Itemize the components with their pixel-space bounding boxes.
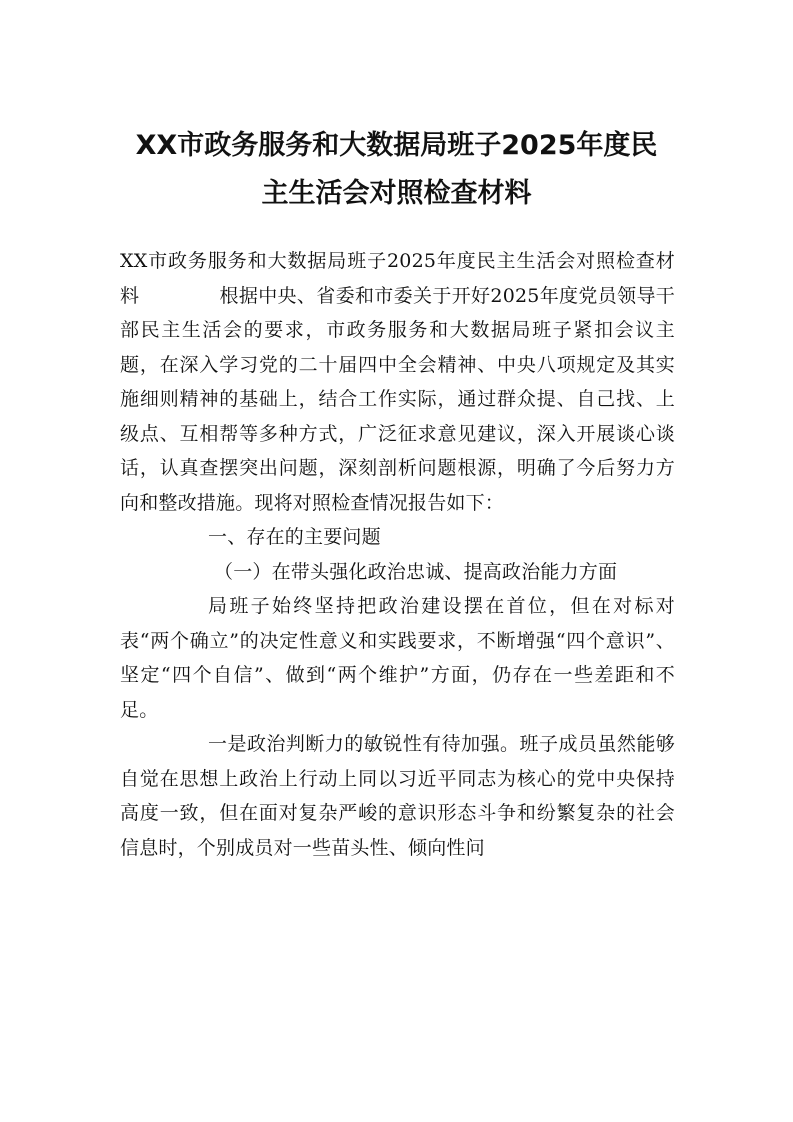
intro-lead: XX市政务服务和大数据局班子2025年度民主生活会对照检查材料 [120,250,675,307]
document-body [120,244,675,865]
intro-body: 根据中央、省委和市委关于开好2025年度党员领导干部民主生活会的要求，市政务服务和大数据局班子紧扣会议主题，在深入学习党的二十届四中全会精神、中央八项规定及其实施细则精神的基础上，结合工作实际，通过群众提、自己找、上级点、互相帮等多种方式，广泛征求意见建议，深入开展谈心谈话，认真查摆突出问题，深刻剖析问题根源，明确了今后努力方向和整改措施。现将对照检查情况报告如下： [120,284,676,514]
body-paragraph-2: 一是政治判断力的敏锐性有待加强。班子成员虽然能够自觉在思想上政治上行动上同以习近平同志为核心的党中央保持高度一致，但在面对复杂严峻的意识形态斗争和纷繁复杂的社会信息时，个别成员对一些苗头性、倾向性问 [120,733,675,859]
section-heading-1: 一、存在的主要问题 [208,526,381,548]
body-paragraph-1: 局班子始终坚持把政治建设摆在首位，但在对标对表“两个确立”的决定性意义和实践要求，不断增强“四个意识”、坚定“四个自信”、做到“两个维护”方面，仍存在一些差距和不足。 [120,595,675,721]
document-title-line-1: XX市政务服务和大数据局班子2025年度民 [135,130,658,161]
document-title-line-2: 主生活会对照检查材料 [261,178,532,209]
intro-paragraph [120,244,675,520]
subsection-heading-1: （一）在带头强化政治忠诚、提高政治能力方面 [214,560,618,583]
